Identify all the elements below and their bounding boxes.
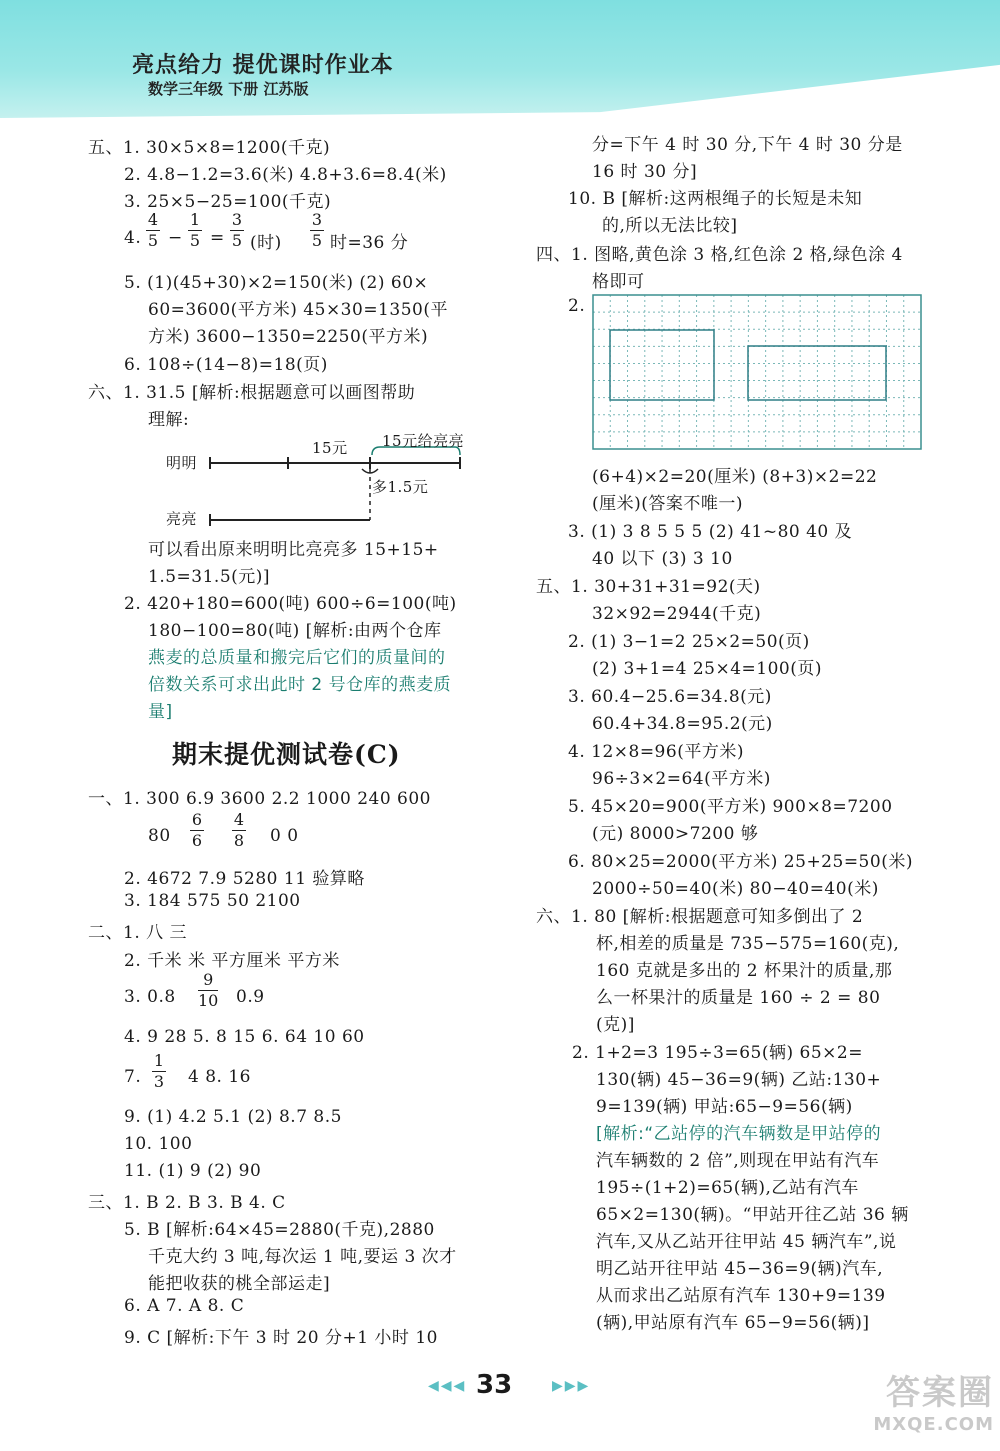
fraction: 4 5 (147, 210, 159, 250)
answer-line: 4. 9 28 5. 8 15 6. 64 10 60 (124, 1027, 365, 1047)
diagram-label: 15元给亮亮 (382, 432, 465, 450)
answer-line: 0.9 (236, 987, 265, 1007)
answer-line: (2) 3+1=4 25×4=100(页) (592, 659, 822, 679)
answer-line: 2. 1+2=3 195÷3=65(辆) 65×2= (572, 1043, 863, 1063)
book-title: 亮点给力 提优课时作业本 (132, 53, 394, 78)
answer-line: 理解: (148, 410, 190, 430)
answer-line: 6. 80×25=2000(平方米) 25+25=50(米) (568, 852, 913, 872)
answer-line: 1.5=31.5(元)] (148, 567, 271, 587)
answer-line: 5. (1)(45+30)×2=150(米) (2) 60× (124, 273, 429, 293)
answer-line: 三、1. B 2. B 3. B 4. C (88, 1193, 286, 1213)
answer-line: 六、1. 31.5 [解析:根据题意可以画图帮助 (88, 383, 416, 403)
answer-line: 96÷3×2=64(平方米) (592, 769, 771, 789)
answer-line: 5. B [解析:64×45=2880(千克),2880 (124, 1220, 435, 1240)
answer-line: 40 以下 (3) 3 10 (592, 549, 733, 569)
answer-line: (克)] (596, 1015, 635, 1035)
answer-line: 4. 12×8=96(平方米) (568, 742, 744, 762)
answer-line: 2000÷50=40(米) 80−40=40(米) (592, 879, 879, 899)
answer-line: 80 (148, 826, 171, 846)
fraction: 3 5 (311, 210, 323, 250)
watermark-logo: 答案圈 MXQE.COM (873, 1373, 994, 1435)
fraction: 6 6 (191, 810, 203, 850)
answer-line: 分=下午 4 时 30 分,下午 4 时 30 分是 (592, 135, 903, 155)
answer-line: 65×2=130(辆)。“甲站开往乙站 36 辆 (596, 1205, 909, 1225)
answer-line: 的,所以无法比较] (602, 216, 738, 236)
answer-line: 千克大约 3 吨,每次运 1 吨,要运 3 次才 (148, 1247, 457, 1267)
fraction: 1 5 (189, 210, 201, 250)
answer-line: 3. 184 575 50 2100 (124, 891, 301, 911)
answer-line: 燕麦的总质量和搬完后它们的质量间的 (148, 648, 446, 668)
answer-line: (6+4)×2=20(厘米) (8+3)×2=22 (592, 467, 878, 487)
answer-line: 3. 25×5−25=100(千克) (124, 192, 332, 212)
answer-line: 5. 45×20=900(平方米) 900×8=7200 (568, 797, 893, 817)
answer-line: 4. (124, 228, 142, 248)
unit-text: (时) (250, 233, 282, 253)
answer-line: 9. (1) 4.2 5.1 (2) 8.7 8.5 (124, 1107, 342, 1127)
answer-line: 从而求出乙站原有汽车 130+9=139 (596, 1286, 886, 1306)
answer-line: 汽车辆数的 2 倍”,则现在甲站有汽车 (596, 1151, 880, 1171)
answer-line: 60=3600(平方米) 45×30=1350(平 (148, 300, 448, 320)
answer-line: 五、1. 30+31+31=92(天) (536, 577, 761, 597)
answer-line: 么一杯果汁的质量是 160 ÷ 2 = 80 (596, 988, 881, 1008)
answer-line: [解析:“乙站停的汽车辆数是甲站停的 (596, 1124, 882, 1144)
answer-line: 汽车,又从乙站开往甲站 45 辆汽车”,说 (596, 1232, 897, 1252)
section-title: 期末提优测试卷(C) (172, 740, 401, 769)
answer-line: 180−100=80(吨) [解析:由两个仓库 (148, 621, 442, 641)
unit-text: 时=36 分 (330, 233, 409, 253)
fraction: 4 8 (233, 810, 245, 850)
answer-line: 五、1. 30×5×8=1200(千克) (88, 138, 331, 158)
answer-line: 二、1. 八 三 (88, 923, 188, 943)
answer-line: (元) 8000>7200 够 (592, 824, 759, 844)
book-subtitle: 数学三年级 下册 江苏版 (148, 80, 309, 98)
answer-line: (厘米)(答案不唯一) (592, 494, 744, 514)
next-arrows-icon: ▶▶▶ (552, 1378, 591, 1394)
answer-line: 16 时 30 分] (592, 162, 698, 182)
fraction: 3 5 (231, 210, 243, 250)
fraction: 1 3 (153, 1051, 165, 1091)
prev-arrows-icon: ◀◀◀ (428, 1378, 467, 1394)
operator: = (210, 228, 225, 248)
page-number: 33 (476, 1370, 513, 1400)
answer-line: 格即可 (592, 272, 645, 292)
answer-line: 4 8. 16 (188, 1067, 251, 1087)
answer-line: 2. 4672 7.9 5280 11 验算略 (124, 869, 365, 889)
operator: − (168, 228, 183, 248)
answer-line: 一、1. 300 6.9 3600 2.2 1000 240 600 (88, 789, 431, 809)
diagram-label: 15元 (312, 439, 348, 457)
grid-figure (592, 294, 924, 452)
fraction: 9 10 (198, 970, 219, 1010)
diagram-label: 明明 (166, 454, 198, 472)
answer-line: 方米) 3600−1350=2250(平方米) (148, 327, 429, 347)
answer-line: 六、1. 80 [解析:根据题意可知多倒出了 2 (536, 907, 864, 927)
answer-line: 10. B [解析:这两根绳子的长短是未知 (568, 189, 863, 209)
answer-line: 3. 0.8 (124, 987, 176, 1007)
answer-line: 2. (1) 3−1=2 25×2=50(页) (568, 632, 810, 652)
answer-line: 6. 108÷(14−8)=18(页) (124, 355, 328, 375)
answer-line: 明乙站开往甲站 45−36=9(辆)汽车, (596, 1259, 884, 1279)
answer-line: 2. 千米 米 平方厘米 平方米 (124, 951, 340, 971)
answer-line: 四、1. 图略,黄色涂 3 格,红色涂 2 格,绿色涂 4 (536, 245, 903, 265)
answer-line: 可以看出原来明明比亮亮多 15+15+ (148, 540, 439, 560)
answer-line: (辆),甲站原有汽车 65−9=56(辆)] (596, 1313, 870, 1333)
answer-line: 160 克就是多出的 2 杯果汁的质量,那 (596, 961, 893, 981)
answer-line: 倍数关系可求出此时 2 号仓库的燕麦质 (148, 675, 452, 695)
answer-line: 3. 60.4−25.6=34.8(元) (568, 687, 772, 707)
answer-line: 量] (148, 702, 173, 722)
answer-line: 195÷(1+2)=65(辆),乙站有汽车 (596, 1178, 859, 1198)
diagram-label: 亮亮 (166, 510, 198, 528)
answer-line: 9=139(辆) 甲站:65−9=56(辆) (596, 1097, 853, 1117)
diagram-label: 多1.5元 (372, 478, 429, 496)
answer-line: 杯,相差的质量是 735−575=160(克), (596, 934, 900, 954)
answer-line: 7. (124, 1067, 142, 1087)
answer-line: 9. C [解析:下午 3 时 20 分+1 小时 10 (124, 1328, 438, 1348)
answer-line: 2. (568, 296, 586, 316)
answer-line: 32×92=2944(千克) (592, 604, 762, 624)
answer-line: 6. A 7. A 8. C (124, 1296, 245, 1316)
answer-line: 10. 100 (124, 1134, 193, 1154)
answer-line: 0 0 (270, 826, 299, 846)
answer-line: 2. 420+180=600(吨) 600÷6=100(吨) (124, 594, 457, 614)
answer-line: 60.4+34.8=95.2(元) (592, 714, 773, 734)
answer-line: 11. (1) 9 (2) 90 (124, 1161, 262, 1181)
answer-line: 2. 4.8−1.2=3.6(米) 4.8+3.6=8.4(米) (124, 165, 447, 185)
answer-line: 130(辆) 45−36=9(辆) 乙站:130+ (596, 1070, 882, 1090)
answer-line: 3. (1) 3 8 5 5 5 (2) 41~80 40 及 (568, 522, 853, 542)
answer-line: 能把收获的桃全部运走] (148, 1274, 331, 1294)
